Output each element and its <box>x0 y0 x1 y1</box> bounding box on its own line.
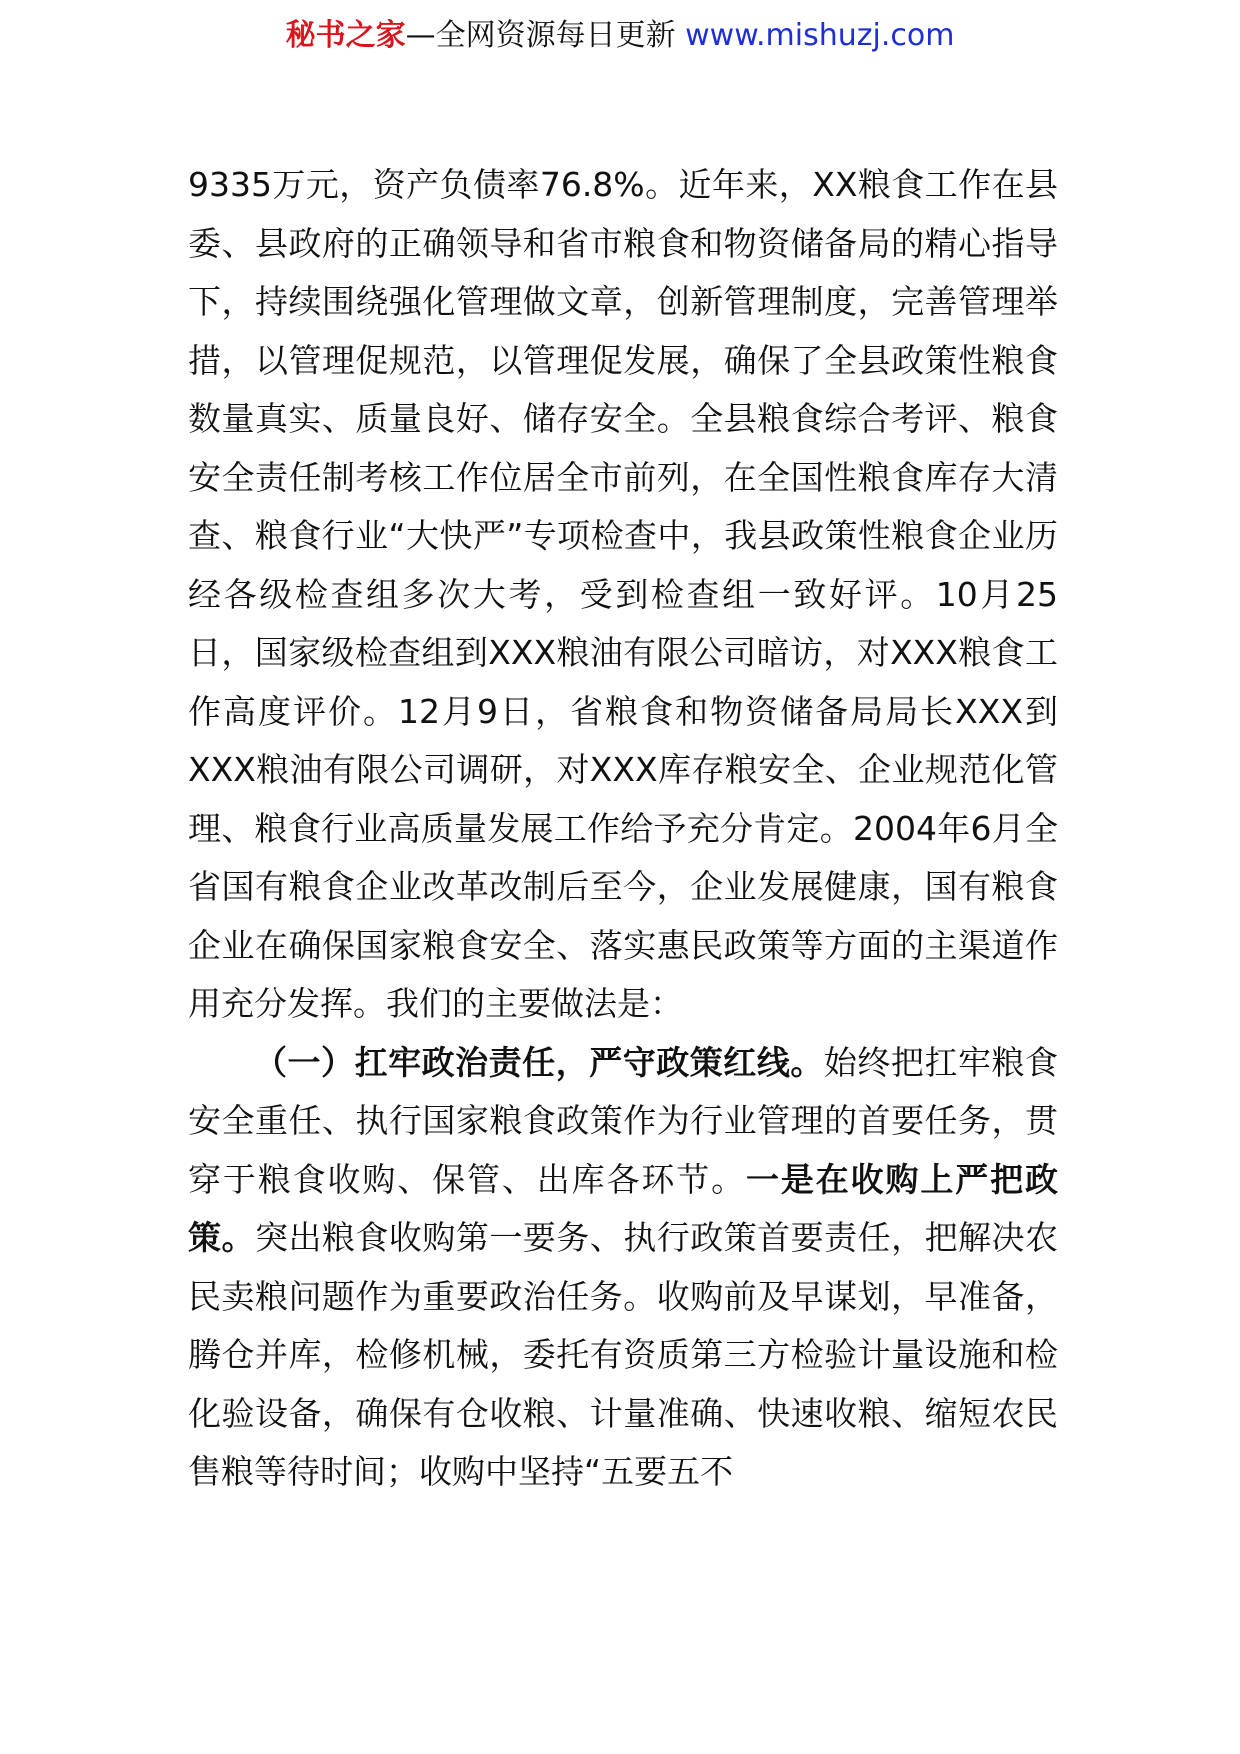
page-header <box>0 14 1240 58</box>
paragraph-section-one <box>188 1034 1058 1502</box>
header-tagline: —全网资源每日更新 <box>405 18 686 53</box>
paragraph-intro: 9335万元，资产负债率76.8%。近年来，XX粮食工作在县委、县政府的正确领导和省市粮食和物资储备局的精心指导下，持续围绕强化管理做文章，创新管理制度，完善管理举措，以管理促规范，以管理促发展，确保了全县政策性粮食数量真实、质量良好、储存安全。全县粮食综合考评、粮食安全责任制考核工作位居全市前列，在全国性粮食库存大清查、粮食行业“大快严”专项检查中，我县政策性粮食企业历经各级检查组多次大考，受到检查组一致好评。10月25日，国家级检查组到XXX粮油有限公司暗访，对XXX粮食工作高度评价。12月9日，省粮食和物资储备局局长XXX到XXX粮油有限公司调研，对XXX库存粮安全、企业规范化管理、粮食行业高质量发展工作给予充分肯定。2004年6月全省国有粮食企业改革改制后至今，企业发展健康，国有粮食企业在确保国家粮食安全、落实惠民政策等方面的主渠道作用充分发挥。我们的主要做法是： <box>188 165 1058 1023</box>
site-url-link[interactable]: www.mishuzj.com <box>685 18 955 53</box>
subsection-heading: 一是在收购上严把政策。 <box>188 1159 1058 1257</box>
section-text: 始终把扛牢粮食安全重任、执行国家粮食政策作为行业管理的首要任务，贯穿于粮食收购、保管、出库各环节。 <box>188 1042 1059 1199</box>
section-heading: （一）扛牢政治责任，严守政策红线。 <box>254 1042 824 1082</box>
brand-name: 秘书之家 <box>285 18 406 53</box>
document-body <box>188 156 1058 1502</box>
subsection-text: 突出粮食收购第一要务、执行政策首要责任，把解决农民卖粮问题作为重要政治任务。收购前及早谋划，早准备，腾仓并库，检修机械，委托有资质第三方检验计量设施和检化验设备，确保有仓收粮、计量准确、快速收粮、缩短农民售粮等待时间；收购中坚持“五要五不 <box>188 1218 1059 1491</box>
